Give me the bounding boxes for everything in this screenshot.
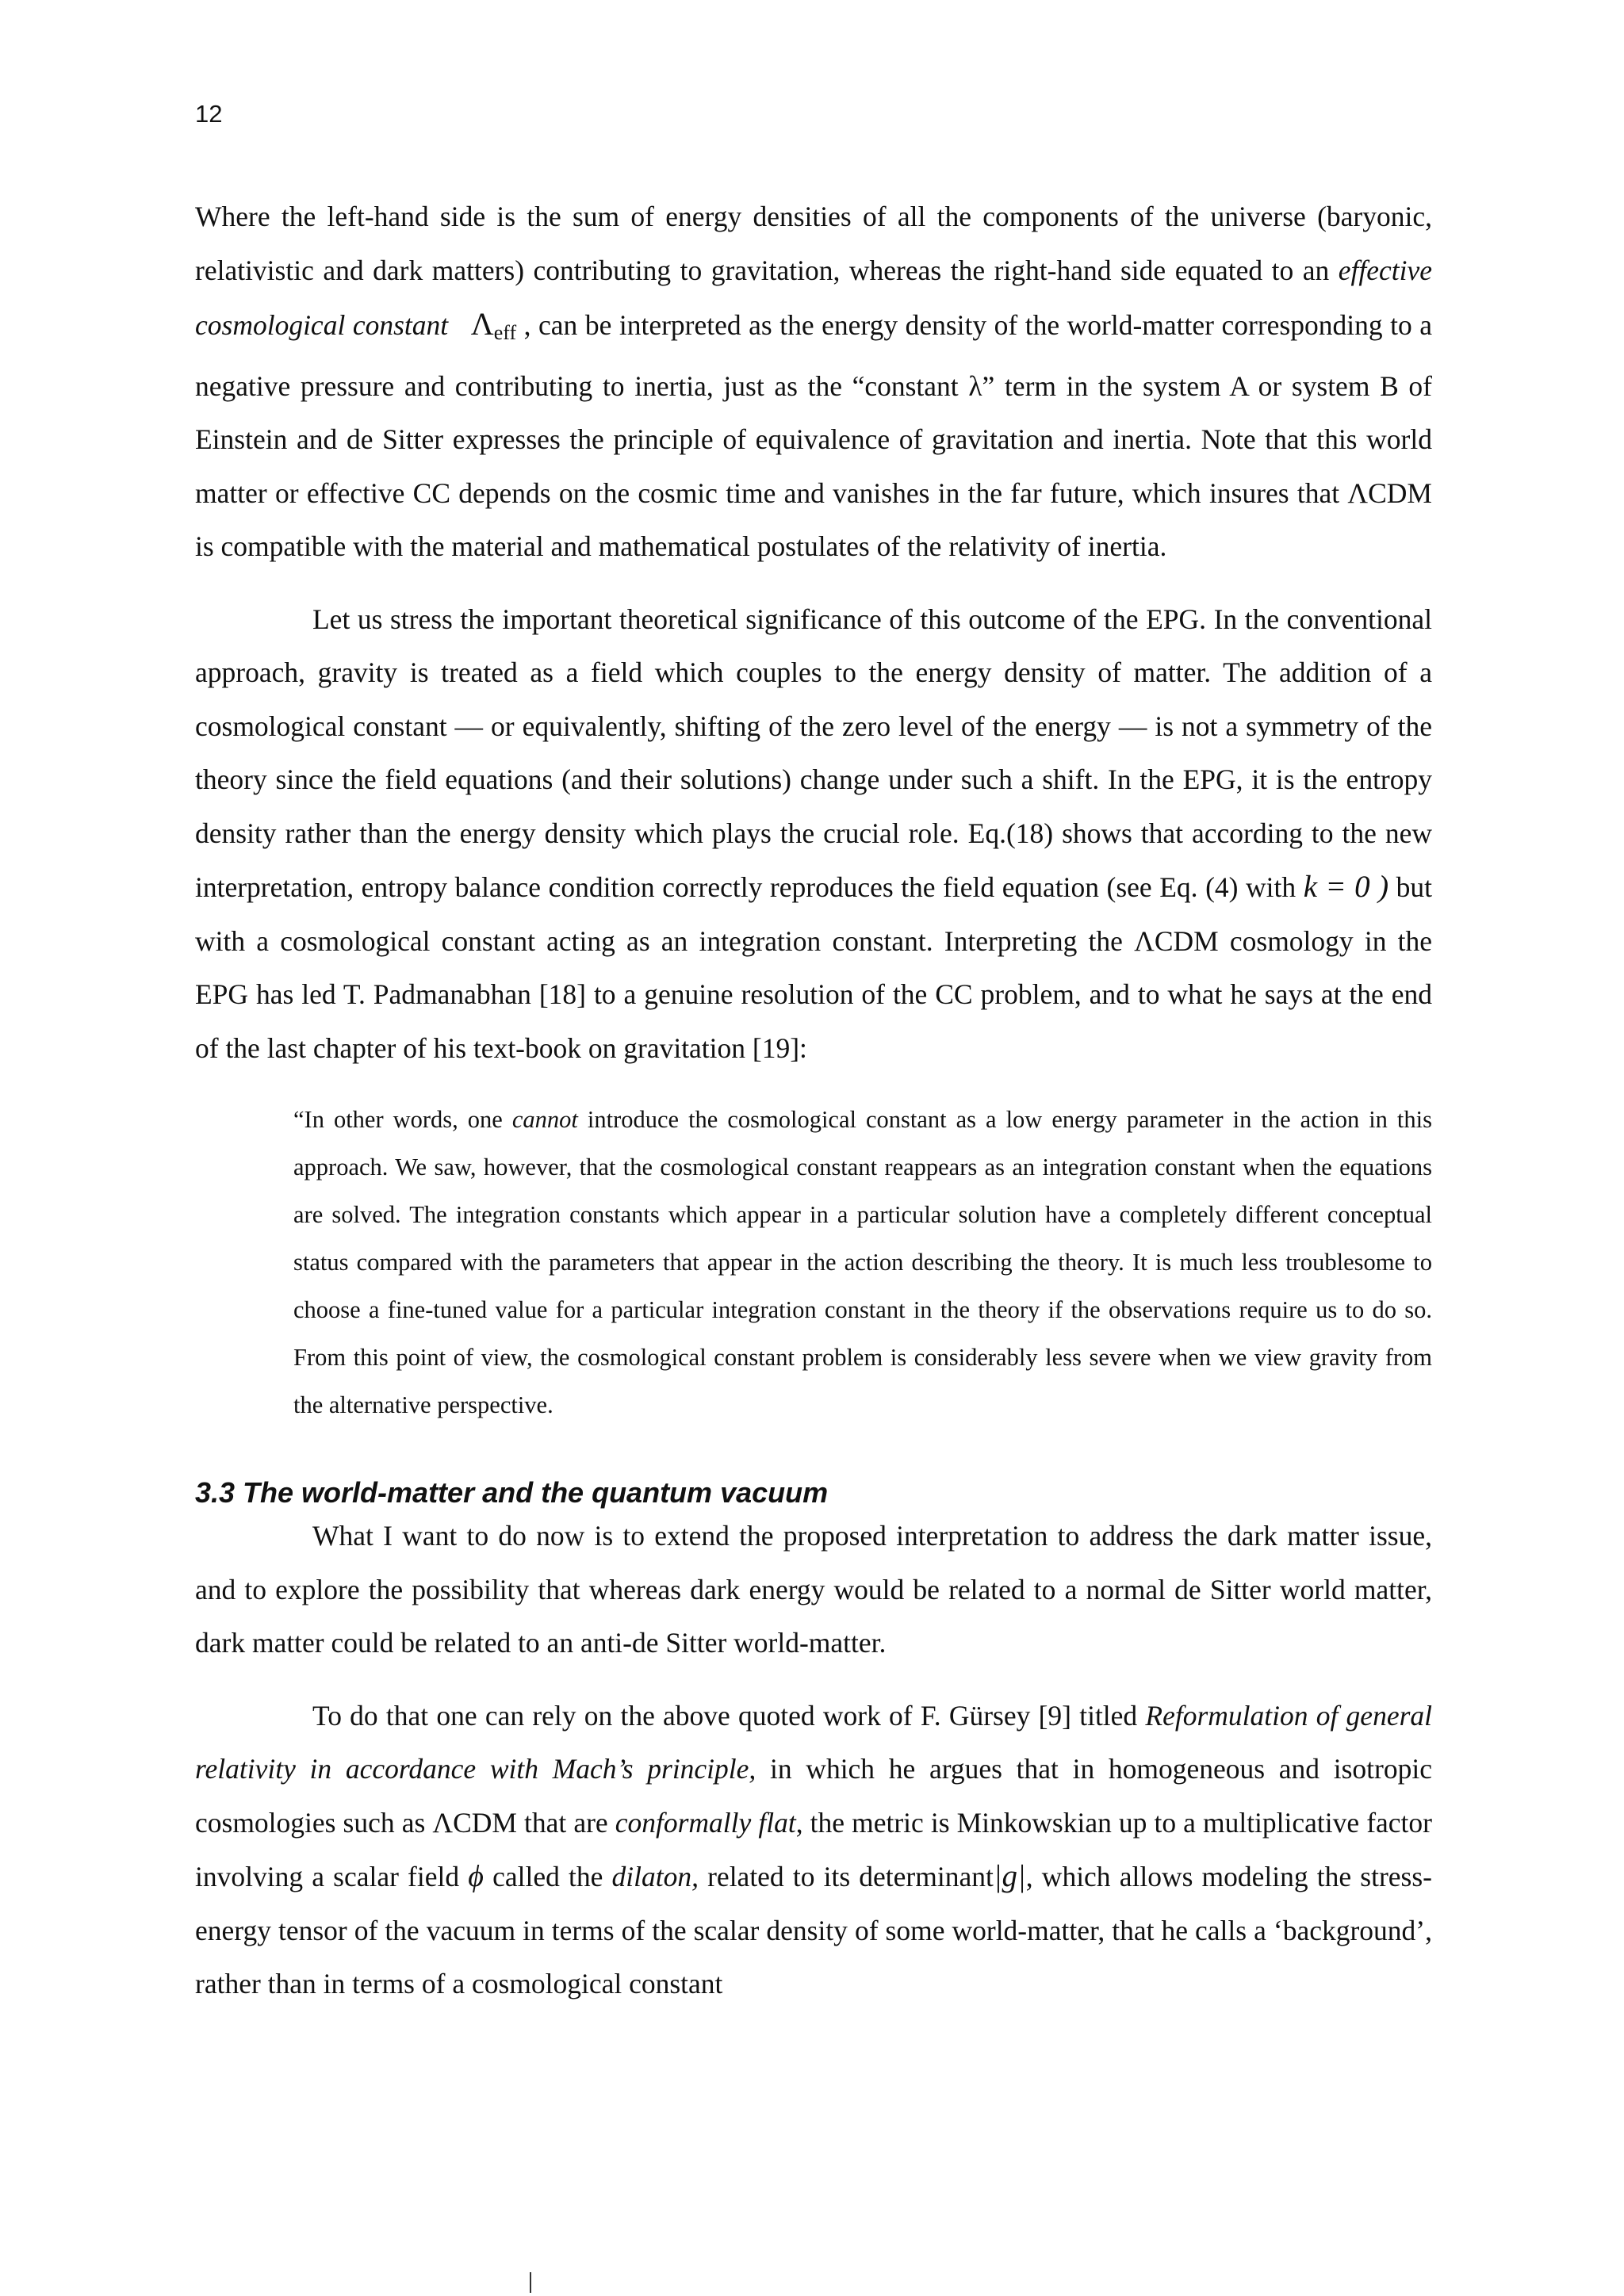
paragraph-text: , can be interpreted as the energy density of the world-matter corresponding to a negative pressure and contributing to inertia, just as the “constant λ” term in the system A or system B of Einstein and de Sitter expresses the principle of equivalence of gravitation and inertia. Note that this world matter or effective CC depends on the cosmic time and vanishes in the far future, which insures that ΛCDM is compatible with the material and mathematical postulates of the relativity of inertia. <box>195 309 1433 562</box>
paragraph-text: in which he argues that in homogeneous and isotropic cosmologies such as ΛCDM that are <box>195 1753 1432 1839</box>
paragraph-effective-cc <box>195 190 1432 574</box>
emphasis-effective-cosmological-constant: effective cosmological constant <box>195 254 1432 341</box>
quote-emphasis: cannot <box>511 1106 578 1133</box>
paragraph-gursey <box>195 1689 1432 2011</box>
paragraph-text: To do that one can rely on the above quoted work of F. Gürsey [9] titled <box>312 1699 1146 1732</box>
quote-text: “In other words, one <box>293 1106 512 1133</box>
paragraph-text: , the metric is Minkowskian up to a multiplicative factor involving a scalar field <box>195 1806 1432 1892</box>
paragraph-text: Let us stress the important theoretical significance of this outcome of the EPG. In the conventional approach, gravity is treated as a field which couples to the energy density of matter. The addition of a cosmological constant — or equivalently, shifting of the zero level of the energy — is not a symmetry of the theory since the field equations (and their solutions) change under such a shift. In the EPG, it is the entropy density rather than the energy density which plays the crucial role. Eq.(18) shows that according to the new interpretation, entropy balance condition correctly reproduces the field equation (see Eq. (4) with <box>195 603 1432 903</box>
article-body <box>195 190 1432 2011</box>
lambda-eff-symbol <box>470 306 517 344</box>
section-heading: 3.3 The world-matter and the quantum vacuum <box>195 1476 829 1509</box>
equation-k-zero: k = 0 ) <box>1303 870 1389 904</box>
phi-symbol: ϕ <box>468 1860 484 1893</box>
paragraph-text: called the <box>483 1861 612 1892</box>
lambda-symbol: Λ <box>470 306 494 342</box>
emphasis-dilaton: dilaton, <box>611 1861 699 1892</box>
page-number: 12 <box>195 100 223 128</box>
quote-text: introduce the cosmological constant as a low energy parameter in the action in this approach. We saw, however, that the cosmological constant reappears as an integration constant when the equations are solved. The integration constants which appear in a particular solution have a completely different conceptual status compared with the parameters that appear in the action describing the theory. It is much less troublesome to choose a fine-tuned value for a particular integration constant in the theory if the observations require us to do so. From this point of view, the cosmological constant problem is considerably less severe when we view gravity from the alternative perspective. <box>293 1106 1433 1418</box>
paragraph-dark-matter <box>195 1510 1432 1670</box>
paragraph-text: , which allows modeling the stress-energy tensor of the vacuum in terms of the scalar density of some world-matter, that he calls a ‘background’, rather than in terms of a cosmological constant <box>195 1861 1433 1999</box>
block-quote-padmanabhan <box>293 1096 1432 1429</box>
footer-divider-mark <box>530 2272 531 2293</box>
emphasis-conformally-flat: conformally flat <box>615 1806 796 1839</box>
paragraph-epg-significance <box>195 593 1432 1076</box>
paragraph-text: related to its determinant <box>698 1861 994 1892</box>
paragraph-text: but with a cosmological constant acting as an integration constant. Interpreting the ΛCDM cosmology in the EPG has led T. Padmanabhan [18] to a genuine resolution of the CC problem, and to what he says at the end of the last chapter of his text-book on gravitation [19]: <box>195 871 1432 1064</box>
paragraph-text: Where the left-hand side is the sum of energy densities of all the components of the universe (baryonic, relativistic and dark matters) contributing to gravitation, whereas the right-hand side equated to an <box>195 201 1432 286</box>
determinant-g: |g| <box>993 1859 1026 1893</box>
lambda-subscript: eff <box>493 321 517 344</box>
emphasis-reformulation-title: Reformulation of general relativity in accordance with Mach’s principle, <box>195 1699 1433 1785</box>
paragraph-text: What I want to do now is to extend the proposed interpretation to address the dark matter issue, and to explore the possibility that whereas dark energy would be related to a normal de Sitter world matter, dark matter could be related to an anti-de Sitter world-matter. <box>195 1520 1432 1659</box>
